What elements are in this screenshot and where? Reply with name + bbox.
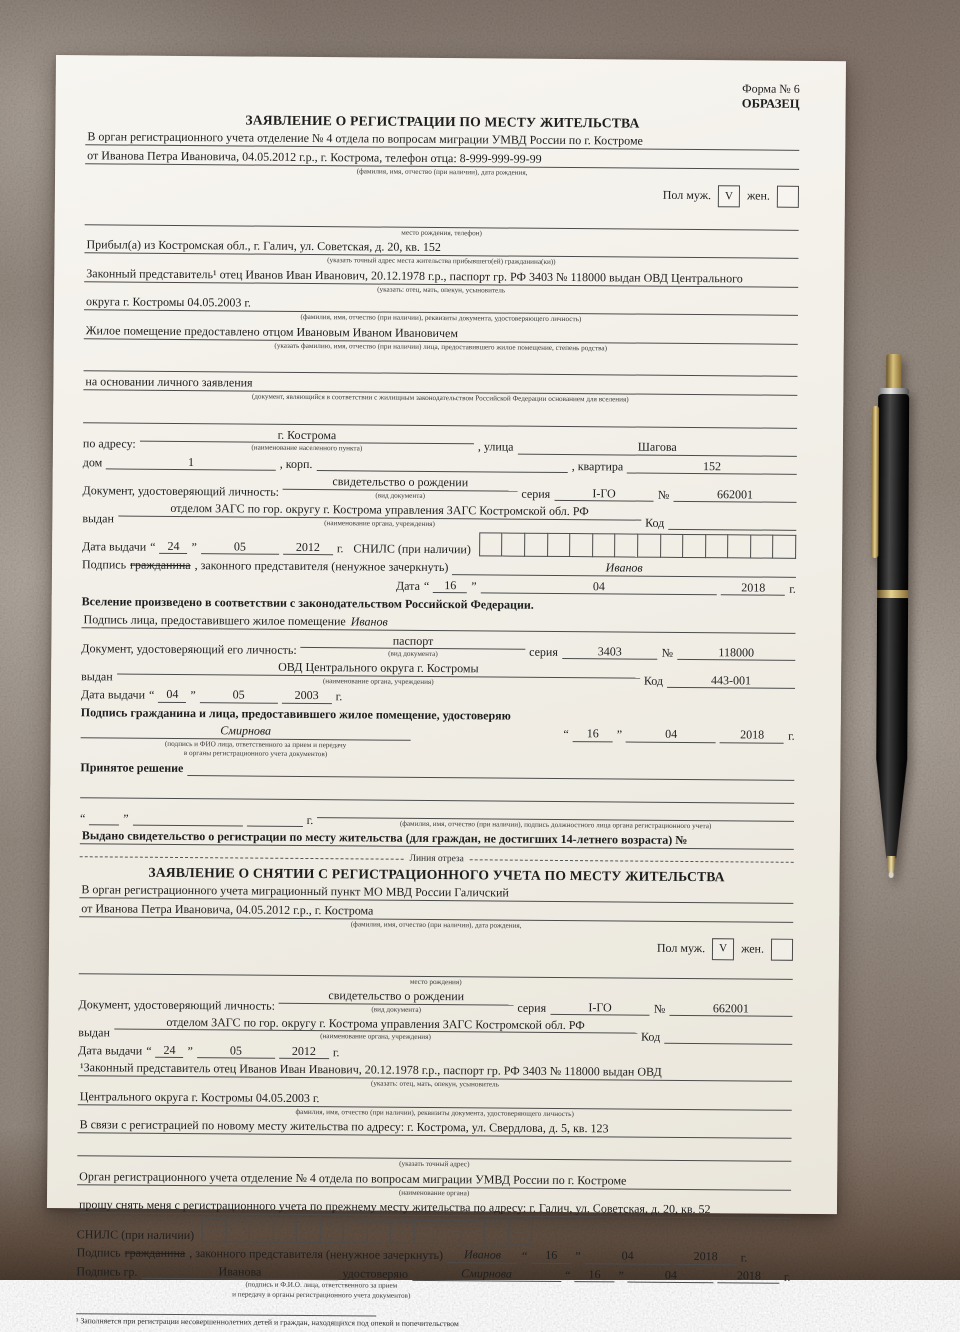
- citizen-year-field: 2018: [718, 1269, 780, 1284]
- s1-blank-line-2: [83, 408, 797, 429]
- snils-boxes: [479, 533, 796, 559]
- number-field: 662001: [673, 488, 796, 503]
- document-type-caption: (вид документа): [375, 491, 426, 500]
- representative-signature: Иванов: [452, 560, 796, 577]
- pen-lower-barrel: [876, 598, 908, 858]
- official-year-field: [247, 813, 303, 827]
- sex-female-label: жен.: [741, 941, 765, 956]
- snils-cell: [391, 1220, 415, 1244]
- quote-open: “: [565, 1267, 571, 1282]
- document-type-field: свидетельство о рождении: [279, 989, 513, 1005]
- s1-decision-row: [80, 761, 794, 781]
- issue-day-field: 24: [156, 1044, 184, 1059]
- issued2-label: выдан: [81, 669, 113, 684]
- number-label: №: [653, 1001, 666, 1016]
- sex-female-checkbox: [771, 938, 793, 960]
- house-label: дом: [82, 455, 103, 470]
- snils-cell: [250, 1219, 274, 1243]
- snils-cell: [751, 535, 774, 559]
- footnote-text: ¹ Заполняется при регистрации несовершеннолетних детей и граждан, находящихся под опекой и попечительством: [76, 1316, 459, 1329]
- korp-label: , корп.: [279, 456, 313, 471]
- issue2-month-field: 05: [200, 689, 278, 704]
- pen-upper-barrel: [877, 394, 909, 590]
- sign-year-field: 2018: [675, 1250, 737, 1265]
- s1-address-row: [83, 427, 797, 457]
- s1-issued2-row: [81, 660, 795, 690]
- year-suffix: г.: [336, 541, 344, 556]
- number2-label: №: [661, 645, 674, 660]
- quote-close: ”: [575, 1249, 581, 1264]
- quote-close: ”: [187, 1044, 193, 1059]
- address-city-field: г. Кострома: [140, 428, 474, 445]
- flat-label: , квартира: [571, 458, 624, 474]
- pen-clip: [871, 406, 879, 558]
- code2-field: 443-001: [667, 674, 795, 689]
- issued-label: выдан: [82, 511, 115, 526]
- s2-cap-fio: (фамилия, имя, отчество (при наличии), дата рождения,: [350, 920, 522, 930]
- sign-post-label: , законного представителя (ненужное зачеркнуть): [189, 1246, 444, 1263]
- code2-label: Код: [643, 673, 664, 688]
- s1-arrived-line: Прибыл(а) из Костромская обл., г. Галич, ул. Советская, д. 20, кв. 152: [84, 239, 798, 260]
- s1-representative-line: Законный представитель¹ отец Иванов Иван Иванович, 20.12.1978 г.р., паспорт гр. РФ 3403 № 118000 выдан ОВД Центрального: [84, 267, 798, 288]
- citizen-name-field: Иванова: [141, 1265, 338, 1281]
- snils-cell: [368, 1220, 392, 1244]
- year-suffix: г.: [788, 729, 795, 744]
- issue-year-field: 2012: [279, 1045, 329, 1060]
- quote-open: “: [423, 578, 430, 593]
- issue-date-label: Дата выдачи: [78, 1043, 143, 1058]
- year-suffix: г.: [306, 812, 314, 827]
- address-city-caption: (наименование населенного пункта): [251, 443, 363, 453]
- s1-cap-basis: (документ, являющийся в соответствии с жилищным законодательством Российской Федерации основанием для вселения): [251, 393, 629, 404]
- cut-dashes-left: [80, 856, 404, 860]
- citizen-sign-caption-2: и передачу в органы регистрационного учета документов): [232, 1290, 411, 1300]
- issue2-day-field: 04: [158, 688, 186, 703]
- form-paper: [47, 55, 846, 1329]
- issue-date-label: Дата выдачи: [82, 539, 147, 554]
- sex-male-label: Пол муж.: [656, 940, 706, 955]
- code-label: Код: [645, 515, 665, 530]
- snils-cell: [728, 535, 751, 559]
- snils-cell: [274, 1219, 298, 1243]
- sex-male-label: Пол муж.: [662, 188, 712, 203]
- clerk-signature: Смирнова: [412, 1267, 561, 1283]
- snils-cell: [774, 535, 797, 559]
- code-field: [668, 516, 796, 531]
- issue-month-field: 05: [197, 1044, 275, 1059]
- series2-label: серия: [529, 644, 558, 660]
- s2-representative-line: ¹Законный представитель отец Иванов Иван Иванович, 20.12.1978 г.р., паспорт гр. РФ 3403 № 118000 выдан ОВД: [78, 1062, 792, 1083]
- sign-pre-label: Подпись: [81, 557, 127, 572]
- snils-cell: [661, 534, 684, 558]
- series-field: І-ГО: [554, 487, 654, 502]
- sign-struck-word: гражданина: [124, 1245, 186, 1261]
- year-suffix: г.: [335, 689, 343, 704]
- quote-open: “: [150, 539, 156, 554]
- quote-open: “: [79, 811, 86, 826]
- confirm-caption-1: (подпись и ФИО лица, ответственного за прием и передачу: [164, 739, 347, 750]
- decision-field: [187, 762, 794, 781]
- s1-document-row: [83, 474, 797, 504]
- year-suffix: г.: [783, 1269, 791, 1284]
- s1-sex-row: [85, 180, 799, 208]
- s2-sex-row: [79, 933, 793, 961]
- sign-month-field: 04: [585, 1250, 671, 1265]
- sex-male-checkbox: V: [718, 185, 740, 207]
- quote-close: ”: [616, 727, 623, 742]
- s1-cap-birth: место рождения, телефон): [401, 228, 482, 238]
- document-label: Документ, удостоверяющий личность:: [78, 996, 276, 1013]
- snils-cell: [227, 1219, 251, 1243]
- issued-caption: (наименование органа, учреждения): [320, 1032, 431, 1042]
- document2-type-caption: (вид документа): [388, 649, 438, 659]
- s1-document2-row: [81, 632, 795, 662]
- series-field: І-ГО: [550, 1000, 650, 1015]
- official-day-field: [89, 812, 119, 826]
- snils-cell: [615, 534, 638, 558]
- pen-center-ring: [877, 590, 908, 598]
- s2-from-line: от Иванова Петра Ивановича, 04.05.2012 г.р., г. Кострома: [79, 902, 793, 923]
- owner-sign-label: Подпись лица, предоставившего жилое помещение: [83, 611, 346, 628]
- s1-certificate-line: Выдано свидетельство о регистрации по месту жительства (для граждан, не достигших 14-летнего возраста) №: [80, 829, 794, 850]
- form-number: Форма № 6: [742, 81, 800, 96]
- s1-cap-fio: (фамилия, имя, отчество (при наличии), дата рождения,: [356, 167, 528, 178]
- s2-document-row: [78, 987, 792, 1017]
- issue-year-field: 2012: [283, 541, 333, 556]
- cut-dashes-right: [470, 859, 794, 863]
- series-label: серия: [517, 1000, 547, 1015]
- s1-signature-row: [82, 557, 796, 577]
- quote-open: “: [148, 688, 155, 703]
- street-field: Шагова: [517, 440, 796, 457]
- quote-close: ”: [123, 811, 129, 826]
- number-label: №: [657, 487, 670, 502]
- year-suffix: г.: [740, 1250, 748, 1265]
- quote-close: ”: [618, 1268, 624, 1283]
- s1-representative-line2: округа г. Костромы 04.05.2003 г.: [84, 296, 798, 317]
- citizen-month-field: 04: [628, 1268, 714, 1283]
- sex-female-checkbox: [777, 186, 799, 208]
- snils-cell: [638, 534, 661, 558]
- year-suffix: г.: [332, 1045, 340, 1060]
- quote-open: “: [563, 727, 569, 742]
- quote-close: ”: [471, 578, 477, 593]
- snils-boxes: [202, 1219, 532, 1246]
- code-field: [664, 1030, 792, 1045]
- s1-official-row: [80, 802, 794, 831]
- issued-field: отделом ЗАГС по гор. округу г. Кострома управления ЗАГС Костромской обл. РФ: [118, 502, 641, 521]
- document2-type-field: паспорт: [301, 633, 526, 649]
- snils-cell: [202, 1219, 227, 1243]
- sample-label: ОБРАЗЕЦ: [741, 96, 800, 111]
- s1-basis-line: на основании личного заявления: [83, 376, 797, 397]
- snils-cell: [297, 1219, 321, 1243]
- s2-cap-representative2: фамилия, имя, отчество (при наличии), реквизиты документа, удостоверяющего личность): [295, 1107, 574, 1118]
- s2-org2-line: Орган регистрационного учета отделение № 4 отдела по вопросам миграции УМВД России по г. Костроме: [77, 1170, 791, 1191]
- quote-close: ”: [191, 539, 197, 554]
- sign-month-field: 04: [481, 579, 718, 595]
- s1-cap-arrived: (указать точный адрес места жительства прибывшего(ей) гражданина(ки)): [327, 256, 556, 267]
- s1-org-line: В орган регистрационного учета отделение № 4 отдела по вопросам миграции УМВД России по г. Костроме: [85, 131, 799, 152]
- snils-cell: [344, 1220, 368, 1244]
- sex-female-label: жен.: [746, 188, 770, 203]
- issue-day-field: 24: [159, 540, 187, 555]
- s2-cap-birth: место рождения): [409, 977, 462, 986]
- s1-housing-line: Жилое помещение предоставлено отцом Ивановым Иваном Ивановичем: [84, 324, 798, 345]
- house-field: 1: [106, 455, 276, 471]
- document2-label: Документ, удостоверяющий его личность:: [81, 641, 297, 657]
- official-caption: (фамилия, имя, отчество (при наличии), подпись должностного лица органа регистрационного учета): [399, 819, 712, 830]
- number2-field: 118000: [677, 646, 795, 661]
- s2-issued-row: [78, 1015, 792, 1045]
- official-month-field: [133, 812, 243, 827]
- certify-label: удостоверяю: [342, 1266, 408, 1281]
- snils-cell: [462, 1221, 486, 1245]
- citizen-sign-caption-1: (подпись и Ф.И.О. лица, ответственного за прием: [245, 1280, 398, 1290]
- s2-cap-org2: (наименование органа): [398, 1188, 470, 1198]
- sign-post-label: , законного представителя (ненужное зачеркнуть): [194, 558, 449, 575]
- s1-cap-representative: (указать: отец, мать, опекун, усыновитель: [377, 285, 506, 295]
- decision-label: Принятое решение: [80, 760, 184, 776]
- issued2-caption: (наименование органа, учреждения): [322, 677, 434, 686]
- s1-confirm-statement: Подпись гражданина и лица, предоставившего жилое помещение, удостоверяю: [80, 705, 511, 723]
- year-suffix: г.: [789, 581, 796, 596]
- confirm-year-field: 2018: [720, 729, 784, 744]
- pen-tip-ball: [889, 872, 894, 878]
- snils-cell: [438, 1220, 462, 1244]
- confirm-day-field: 16: [573, 727, 613, 742]
- document-type-field: свидетельство о рождении: [283, 475, 517, 491]
- confirm-month-field: 04: [626, 728, 716, 743]
- s2-cap-representative: (указать: отец, мать, опекун, усыновитель: [370, 1079, 499, 1089]
- s1-issue-date2-row: [81, 688, 795, 708]
- snils-cell: [415, 1220, 439, 1244]
- s2-new-address-line: В связи с регистрацией по новому месту жительства по адресу: г. Кострома, ул. Свердлова, д. 5, кв. 123: [78, 1119, 792, 1140]
- confirm-caption-2: в органы регистрационного учета документов): [183, 749, 328, 759]
- snils-cell: [509, 1221, 533, 1245]
- owner-signature: Иванов: [350, 613, 388, 629]
- s2-issue-date-row: [78, 1043, 792, 1063]
- sign-day-field: 16: [433, 579, 467, 594]
- snils-cell: [479, 533, 503, 557]
- issued-caption: (наименование органа, учреждения): [324, 518, 435, 528]
- issued-field: отделом ЗАГС по гор. округу г. Кострома управления ЗАГС Костромской обл. РФ: [114, 1016, 637, 1035]
- citizen-day-field: 16: [574, 1268, 614, 1283]
- s1-issue-date-snils-row: [82, 529, 796, 559]
- ballpoint-pen: [868, 354, 919, 884]
- snils-cell: [485, 1221, 509, 1245]
- citizen-sign-label: Подпись гр.: [76, 1264, 138, 1279]
- quote-open: “: [146, 1043, 152, 1058]
- s1-move-statement: Вселение произведено в соответствии с законодательством Российской Федерации.: [81, 594, 534, 612]
- address-label: по адресу:: [82, 436, 136, 452]
- snils-cell: [593, 533, 616, 557]
- confirm-signature: Смирнова: [81, 724, 411, 741]
- s1-title: ЗАЯВЛЕНИЕ О РЕГИСТРАЦИИ ПО МЕСТУ ЖИТЕЛЬСТВА: [245, 112, 640, 131]
- date-label: Дата: [395, 578, 420, 593]
- sign-pre-label: Подпись: [76, 1245, 121, 1260]
- quote-open: “: [521, 1249, 528, 1264]
- s1-sign-date-row: [396, 578, 796, 596]
- s1-house-row: [83, 455, 797, 475]
- pen-push-button: [886, 354, 901, 390]
- flat-field: 152: [627, 459, 797, 475]
- s1-from-line: от Иванова Петра Ивановича, 04.05.2012 г.р., г. Кострома, телефон отца: 8-999-999-99-99: [85, 150, 799, 171]
- code-label: Код: [641, 1029, 661, 1044]
- korp-field: [316, 457, 567, 473]
- snils-cell: [525, 533, 548, 557]
- snils-cell: [570, 533, 593, 557]
- number-field: 662001: [669, 1001, 792, 1016]
- document-label: Документ, удостоверяющий личность:: [82, 483, 280, 499]
- issue2-year-field: 2003: [282, 689, 332, 704]
- cut-line-label: Линия отреза: [409, 854, 464, 865]
- quote-close: ”: [190, 688, 196, 703]
- s1-owner-sign-line: [82, 613, 796, 634]
- issued-label: выдан: [78, 1024, 110, 1039]
- series2-field: 3403: [562, 645, 658, 660]
- issue-month-field: 05: [201, 540, 279, 555]
- s2-request-line: прошу снять меня с регистрационного учета по прежнему месту жительства по адресу: г. Галич, ул. Советская, д. 20, кв. 52: [77, 1199, 791, 1220]
- sex-male-checkbox: V: [712, 938, 734, 960]
- s1-cap-representative2: (фамилия, имя, отчество (при наличии), реквизиты документа, удостоверяющего личность): [300, 313, 582, 324]
- snils-cell: [706, 534, 729, 558]
- snils-cell: [548, 533, 571, 557]
- s1-blank-line-3: [80, 783, 794, 804]
- issue-date2-label: Дата выдачи: [80, 687, 146, 703]
- issued2-field: ОВД Центрального округа г. Костромы: [117, 660, 640, 679]
- s1-cap-housing: (указать фамилию, имя, отчество (при наличии) лица, предоставившего жилое помещение, степень родства): [274, 341, 608, 353]
- snils-cell: [683, 534, 706, 558]
- snils-label: СНИЛС (при наличии): [353, 541, 471, 557]
- sign-struck-word: гражданина: [130, 557, 191, 573]
- s2-org-line: В орган регистрационного учета миграционный пункт МО МВД России Галичский: [79, 883, 793, 904]
- s1-issued-row: [82, 502, 796, 532]
- series-label: серия: [521, 486, 551, 501]
- street-label: , улица: [477, 439, 514, 455]
- representative-signature: Иванов: [447, 1248, 518, 1263]
- s2-title: ЗАЯВЛЕНИЕ О СНЯТИИ С РЕГИСТРАЦИОННОГО УЧЕТА ПО МЕСТУ ЖИТЕЛЬСТВА: [148, 864, 725, 885]
- s2-cap-new-address: (указать точный адрес): [399, 1160, 470, 1169]
- sign-year-field: 2018: [721, 581, 785, 596]
- s2-representative-line2: Центрального округа г. Костромы 04.05.2003 г.: [78, 1090, 792, 1111]
- document-type-caption: (вид документа): [371, 1005, 422, 1014]
- snils-label: СНИЛС (при наличии): [76, 1227, 195, 1243]
- s1-blank-line-1: [84, 357, 798, 378]
- snils-cell: [502, 533, 525, 557]
- snils-cell: [321, 1220, 345, 1244]
- sign-day-field: 16: [531, 1249, 571, 1264]
